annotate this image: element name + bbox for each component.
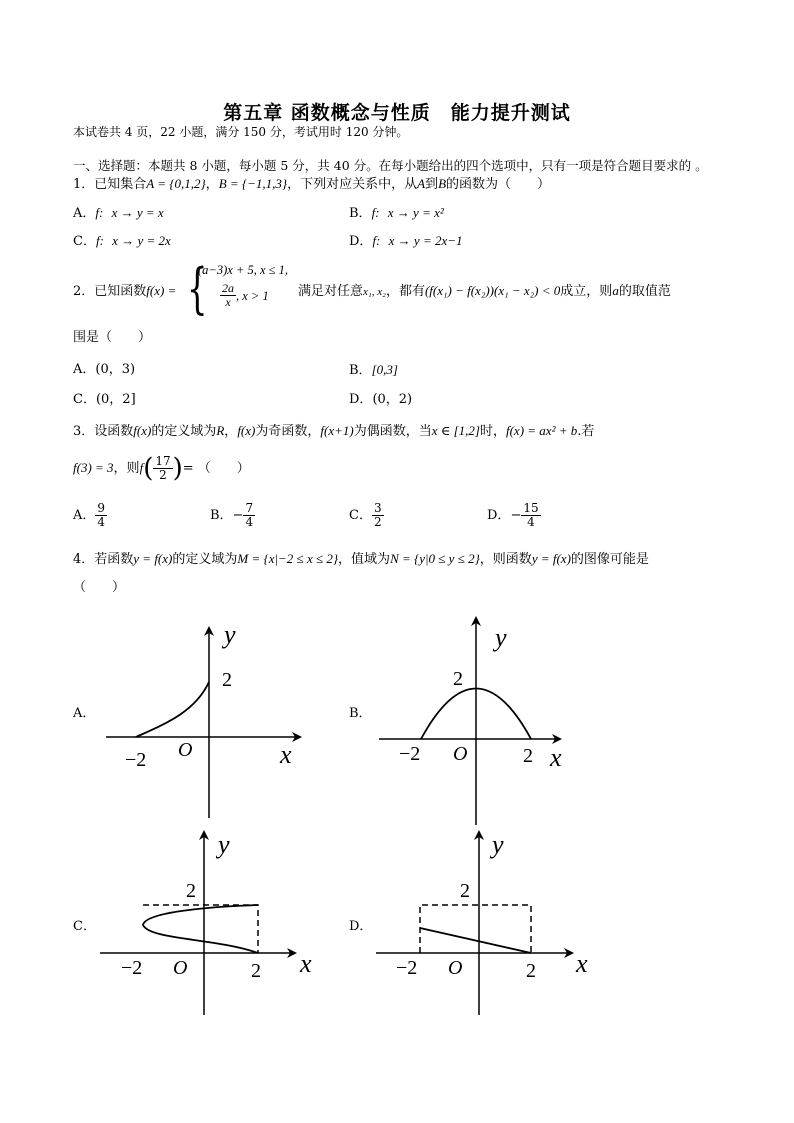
tick-2: 2 — [526, 960, 536, 982]
option-sign: − — [232, 508, 244, 523]
section-heading: 一、选择题：本题共 8 小题，每小题 5 分，共 40 分。在每小题给出的四个选项中，只有一项是符合题目要求的 。 — [73, 158, 708, 173]
q2-text-c: ，都有 — [385, 284, 425, 299]
y-label: y — [218, 830, 230, 859]
option-f: f: — [95, 233, 104, 248]
option-label: C． — [73, 234, 96, 249]
tick-y2: 2 — [453, 668, 463, 690]
q4-graph-label-b[interactable]: B． — [349, 706, 372, 721]
tick-2: 2 — [222, 669, 232, 691]
q2-inequality: (f(x₁) − f(x₂))(x₁ − x₂) < 0 — [424, 283, 561, 298]
q3-t7: .若 — [577, 424, 595, 439]
q4-t5: 的图像可能是 — [570, 552, 649, 567]
frac-den: 4 — [245, 515, 254, 529]
x-label: x — [300, 949, 312, 978]
option-label: C． — [73, 392, 96, 407]
page-title: 第五章 函数概念与性质 能力提升测试 — [223, 102, 571, 124]
tick-neg2: −2 — [125, 749, 147, 771]
tick-neg2: −2 — [399, 743, 421, 765]
origin-label: O — [453, 743, 468, 765]
q4-text-6: （ ） — [73, 580, 126, 595]
q2-text-d: 成立，则 — [560, 284, 613, 299]
option-text: (0，2) — [372, 392, 413, 407]
bounding-box-dashed — [420, 905, 531, 953]
q2-fx: f(x) = — [146, 283, 177, 298]
paren-left: ( — [143, 453, 154, 484]
frac-num: 17 — [155, 454, 171, 468]
q1-b: B — [438, 176, 447, 191]
q3-fx: f(x) — [133, 423, 152, 438]
q3-t4: 为奇函数， — [255, 424, 321, 439]
x-label: x — [576, 949, 588, 978]
graph-a[interactable] — [106, 620, 300, 818]
q1-a: A — [417, 176, 426, 191]
option-label: A． — [73, 362, 96, 377]
option-label: D． — [349, 392, 373, 407]
option-label: C． — [349, 508, 372, 523]
tick-y2: 2 — [186, 880, 196, 902]
frac-den: x — [225, 295, 231, 309]
tick-neg2: −2 — [396, 957, 418, 979]
q2-text-a: 2．已知函数 — [73, 284, 147, 299]
frac-den: 4 — [527, 515, 535, 529]
q3-ask-f: f — [139, 460, 144, 475]
q4-t3: ，值域为 — [338, 552, 391, 567]
q2-a: a — [612, 283, 619, 298]
graph-b[interactable] — [379, 618, 562, 825]
frac-den: 2 — [373, 515, 382, 529]
q4-t2: 的定义域为 — [172, 552, 238, 567]
frac-num: 15 — [523, 501, 539, 515]
origin-label: O — [178, 739, 193, 761]
q3-f3: f(3) = 3 — [73, 460, 114, 475]
origin-label: O — [448, 957, 463, 979]
q2-text-f: 围是（ ） — [73, 330, 152, 345]
q4-n: N = {y|0 ≤ y ≤ 2} — [390, 551, 480, 566]
q1-text-c: 的函数为（ ） — [446, 177, 551, 192]
function-curve — [136, 682, 209, 737]
graph-c[interactable] — [100, 830, 312, 1015]
q3-t3: ， — [224, 424, 238, 439]
q4-yfx: y = f(x) — [133, 551, 173, 566]
q4-graph-label-a[interactable]: A． — [73, 706, 96, 721]
option-sign: − — [510, 508, 522, 523]
option-label: B． — [210, 508, 233, 523]
tick-2: 2 — [523, 745, 533, 767]
frac-num: 7 — [245, 501, 254, 515]
option-f: f: — [372, 233, 381, 248]
frac-num: 9 — [97, 501, 106, 515]
q4-t1: 4．若函数 — [73, 552, 134, 567]
option-text: (0，3) — [95, 362, 136, 377]
frac-den: 2 — [159, 468, 167, 482]
q3-t1: 3．设函数 — [73, 424, 134, 439]
q1-text-a: 1．已知集合 — [73, 177, 147, 192]
x-label: x — [550, 743, 562, 772]
tick-2: 2 — [251, 960, 261, 982]
option-rule: x → y = 2x — [112, 233, 171, 248]
q3-fx2: f(x) — [237, 423, 256, 438]
q2-text-e: 的取值范 — [618, 284, 671, 299]
y-label: y — [492, 830, 504, 859]
q3-fx1: f(x+1) — [320, 423, 354, 438]
q3-t8: ，则 — [113, 461, 140, 476]
y-label: y — [495, 623, 507, 652]
frac-num: 2a — [222, 281, 234, 295]
q4-t4: ，则函数 — [479, 552, 532, 567]
q3-r: R — [216, 423, 225, 438]
option-text: (0，2] — [95, 392, 136, 407]
option-label: B． — [349, 363, 372, 378]
q1-set-a: A = {0,1,2} — [146, 176, 206, 191]
option-label: B． — [349, 206, 372, 221]
paren-right: ) — [172, 453, 183, 484]
option-f: f: — [95, 205, 104, 220]
q3-t6: 时， — [479, 424, 506, 439]
option-rule: x → y = x² — [387, 205, 444, 220]
q1-to: 到 — [425, 177, 439, 192]
q2-case2-tail: , x > 1 — [236, 289, 269, 303]
y-label: y — [224, 620, 236, 649]
q3-def: f(x) = ax² + b — [505, 423, 578, 438]
q2-case-1: (a−3)x + 5, x ≤ 1, — [198, 263, 289, 277]
function-segment — [420, 928, 531, 953]
option-f: f: — [371, 205, 380, 220]
origin-label: O — [173, 957, 188, 979]
q4-graph-label-d[interactable]: D． — [349, 919, 373, 934]
option-label: A． — [73, 508, 96, 523]
q3-t5: 为偶函数，当 — [353, 424, 432, 439]
graph-d[interactable] — [376, 830, 588, 1015]
piecewise-brace: { — [186, 257, 208, 320]
frac-num: 3 — [373, 501, 382, 515]
option-rule: x → y = x — [111, 205, 164, 220]
q1-text-b: ，下列对应关系中，从 — [287, 177, 418, 192]
bounding-box-dashed — [143, 905, 258, 953]
q2-vars: x₁, x₂ — [363, 286, 386, 298]
exam-intro: 本试卷共 4 页，22 小题，满分 150 分，考试用时 120 分钟。 — [73, 125, 409, 139]
option-text: [0,3] — [371, 362, 398, 377]
q4-m: M = {x|−2 ≤ x ≤ 2} — [237, 551, 339, 566]
q4-graph-label-c[interactable]: C． — [73, 919, 96, 934]
q4-yfx2: y = f(x) — [531, 551, 571, 566]
tick-y2: 2 — [460, 880, 470, 902]
frac-den: 4 — [97, 515, 106, 529]
q3-t2: 的定义域为 — [151, 424, 217, 439]
option-label: D． — [487, 508, 511, 523]
q2-text-b: 满足对任意 — [298, 284, 364, 299]
q1-sep: ， — [205, 177, 219, 192]
x-label: x — [280, 740, 292, 769]
q3-xin: x ∈ [1,2] — [431, 423, 480, 438]
option-label: A． — [73, 206, 96, 221]
option-rule: x → y = 2x−1 — [388, 233, 463, 248]
function-curve — [143, 905, 258, 953]
q3-ask-tail: = （ ） — [182, 461, 250, 476]
q1-set-b: B = {−1,1,3} — [218, 176, 288, 191]
option-label: D． — [349, 234, 373, 249]
tick-neg2: −2 — [121, 957, 143, 979]
